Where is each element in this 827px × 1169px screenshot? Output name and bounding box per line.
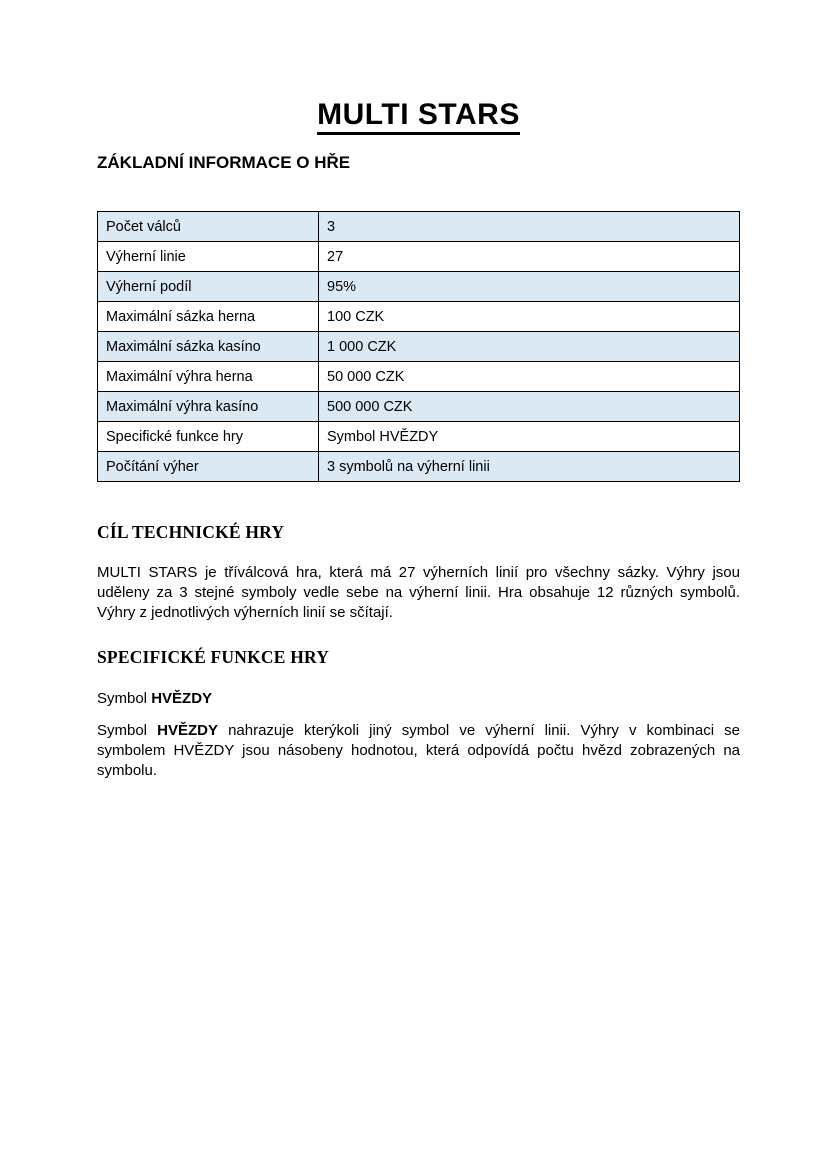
symbol-label-line: Symbol HVĚZDY xyxy=(97,690,213,707)
document-content xyxy=(97,0,740,781)
table-label-cell: Počítání výher xyxy=(98,452,319,482)
table-label-cell: Specifické funkce hry xyxy=(98,422,319,452)
functions-section-heading: SPECIFICKÉ FUNKCE HRY xyxy=(97,647,330,667)
table-value-cell: 50 000 CZK xyxy=(319,362,740,392)
table-label-cell: Maximální výhra herna xyxy=(98,362,319,392)
table-label-cell: Počet válců xyxy=(98,212,319,242)
table-row xyxy=(98,242,740,272)
table-value-cell: 100 CZK xyxy=(319,302,740,332)
basic-info-table xyxy=(97,211,740,482)
document-title: MULTI STARS xyxy=(317,98,520,135)
goal-section-paragraph: MULTI STARS je tříválcová hra, která má 27 výherních linií pro všechny sázky. Výhry jsou uděleny za 3 stejné symboly vedle sebe na výherní linii. Hra obsahuje 12 různých symbolů. Výhry z jednotlivých výherních linií se sčítají. xyxy=(97,564,740,621)
table-row xyxy=(98,212,740,242)
title-container xyxy=(97,98,740,135)
table-row xyxy=(98,332,740,362)
table-row xyxy=(98,392,740,422)
table-value-cell: 500 000 CZK xyxy=(319,392,740,422)
basic-info-heading: ZÁKLADNÍ INFORMACE O HŘE xyxy=(97,153,351,172)
table-label-cell: Maximální sázka kasíno xyxy=(98,332,319,362)
functions-section-paragraph: Symbol HVĚZDY nahrazuje kterýkoli jiný symbol ve výherní linii. Výhry v kombinaci se symbolem HVĚZDY jsou násobeny hodnotou, která odpovídá počtu hvězd zobrazených na symbolu. xyxy=(97,722,741,779)
table-label-cell: Maximální výhra kasíno xyxy=(98,392,319,422)
table-value-cell: 27 xyxy=(319,242,740,272)
table-label-cell: Maximální sázka herna xyxy=(98,302,319,332)
table-label-cell: Výherní linie xyxy=(98,242,319,272)
info-table-body xyxy=(98,212,740,482)
goal-section-heading: CÍL TECHNICKÉ HRY xyxy=(97,522,285,542)
table-value-cell: 95% xyxy=(319,272,740,302)
table-row xyxy=(98,362,740,392)
table-row xyxy=(98,302,740,332)
table-label-cell: Výherní podíl xyxy=(98,272,319,302)
table-value-cell: 3 xyxy=(319,212,740,242)
table-row xyxy=(98,452,740,482)
table-value-cell: Symbol HVĚZDY xyxy=(319,422,740,452)
table-value-cell: 3 symbolů na výherní linii xyxy=(319,452,740,482)
table-row xyxy=(98,422,740,452)
table-value-cell: 1 000 CZK xyxy=(319,332,740,362)
table-row xyxy=(98,272,740,302)
